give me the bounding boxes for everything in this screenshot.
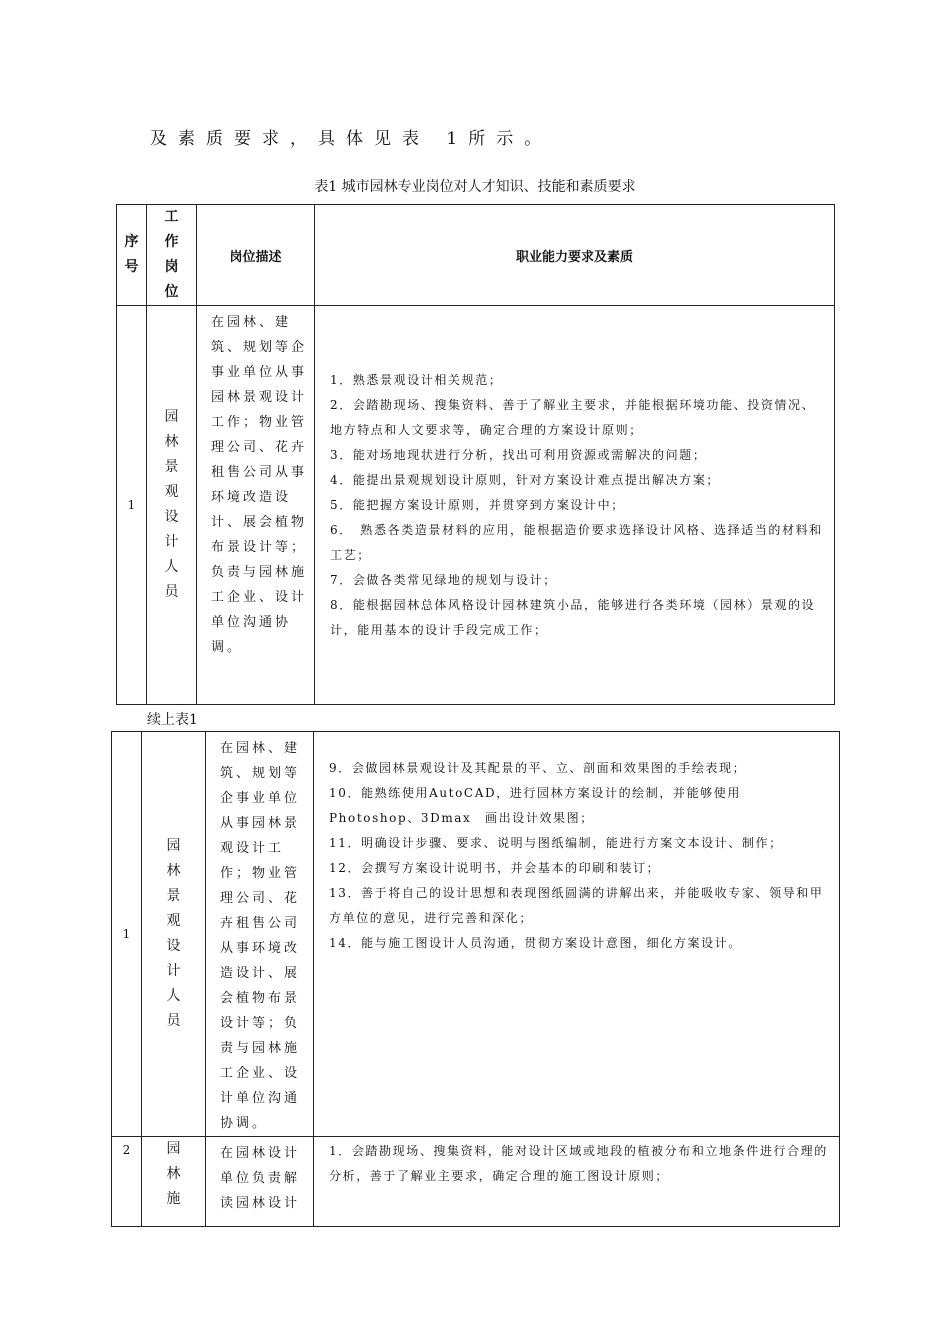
row-job: 园 林 景 观 设 计 人 员 [142, 732, 206, 1137]
row-requirements: 1．熟悉景观设计相关规范； 2．会踏勘现场、搜集资料、善于了解业主要求，并能根据环境功能、投资情况、地方特点和人文要求等，确定合理的方案设计原则； 3．能对场地现状进行分析，找出可利用资源或需解决的问题； 4．能提出景观规划设计原则，针对方案设计难点提出解决方案； 5．能把握方案设计原则，并贯穿到方案设计中； 6． 熟悉各类造景材料的应用，能根据造价要求选择设计风格、选择适当的材料和工艺； 7．会做各类常见绿地的规划与设计； 8．能根据园林总体风格设计园林建筑小品，能够进行各类环境（园林）景观的设计，能用基本的设计手段完成工作； [315, 306, 835, 705]
continued-label: 续上表1 [147, 712, 198, 728]
row-requirements: 1．会踏勘现场、搜集资料，能对设计区域或地段的植被分布和立地条件进行合理的分析，善于了解业主要求，确定合理的施工图设计原则； [314, 1137, 840, 1227]
table-header-row [117, 205, 835, 306]
row-seq: 2 [112, 1137, 142, 1227]
table-row [112, 1137, 840, 1227]
row-requirements: 9．会做园林景观设计及其配景的平、立、剖面和效果图的手绘表现； 10．能熟练使用AutoCAD，进行园林方案设计的绘制，并能够使用Photoshop、3Dmax 画出设计效果图； 11．明确设计步骤、要求、说明与图纸编制，能进行方案文本设计、制作； 12．会撰写方案设计说明书，并会基本的印刷和装订； 13．善于将自己的设计思想和表现图纸圆满的讲解出来，并能吸收专家、领导和甲方单位的意见，进行完善和深化； 14．能与施工图设计人员沟通，贯彻方案设计意图，细化方案设计。 [314, 732, 840, 1137]
intro-text: 及素质要求，具体见表 1所示。 [150, 129, 553, 149]
header-desc: 岗位描述 [197, 205, 315, 306]
row-seq: 1 [112, 732, 142, 1137]
table-row [117, 306, 835, 705]
row-job: 园 林 施 [142, 1137, 206, 1227]
requirements-table-continued [111, 731, 840, 1227]
row-seq: 1 [117, 306, 147, 705]
row-desc: 在园林、建筑、规划等企事业单位从事园林景观设计工作；物业管理公司、花卉租售公司从事环境改造设计、展会植物布景设计等；负责与园林施工企业、设计单位沟通协调。 [197, 306, 315, 705]
row-job: 园 林 景 观 设 计 人 员 [147, 306, 197, 705]
row-desc: 在园林、建筑、规划等企事业单位从事园林景观设计工作；物业管理公司、花卉租售公司从事环境改造设计、展会植物布景设计等；负责与园林施工企业、设计单位沟通协调。 [206, 732, 314, 1137]
header-req: 职业能力要求及素质 [315, 205, 835, 306]
requirements-table [116, 204, 835, 705]
header-seq: 序 号 [117, 205, 147, 306]
header-job: 工 作 岗 位 [147, 205, 197, 306]
table-row [112, 732, 840, 1137]
row-desc: 在园林设计单位负责解读园林设计 [206, 1137, 314, 1227]
table-caption: 表1 城市园林专业岗位对人才知识、技能和素质要求 [314, 179, 636, 195]
